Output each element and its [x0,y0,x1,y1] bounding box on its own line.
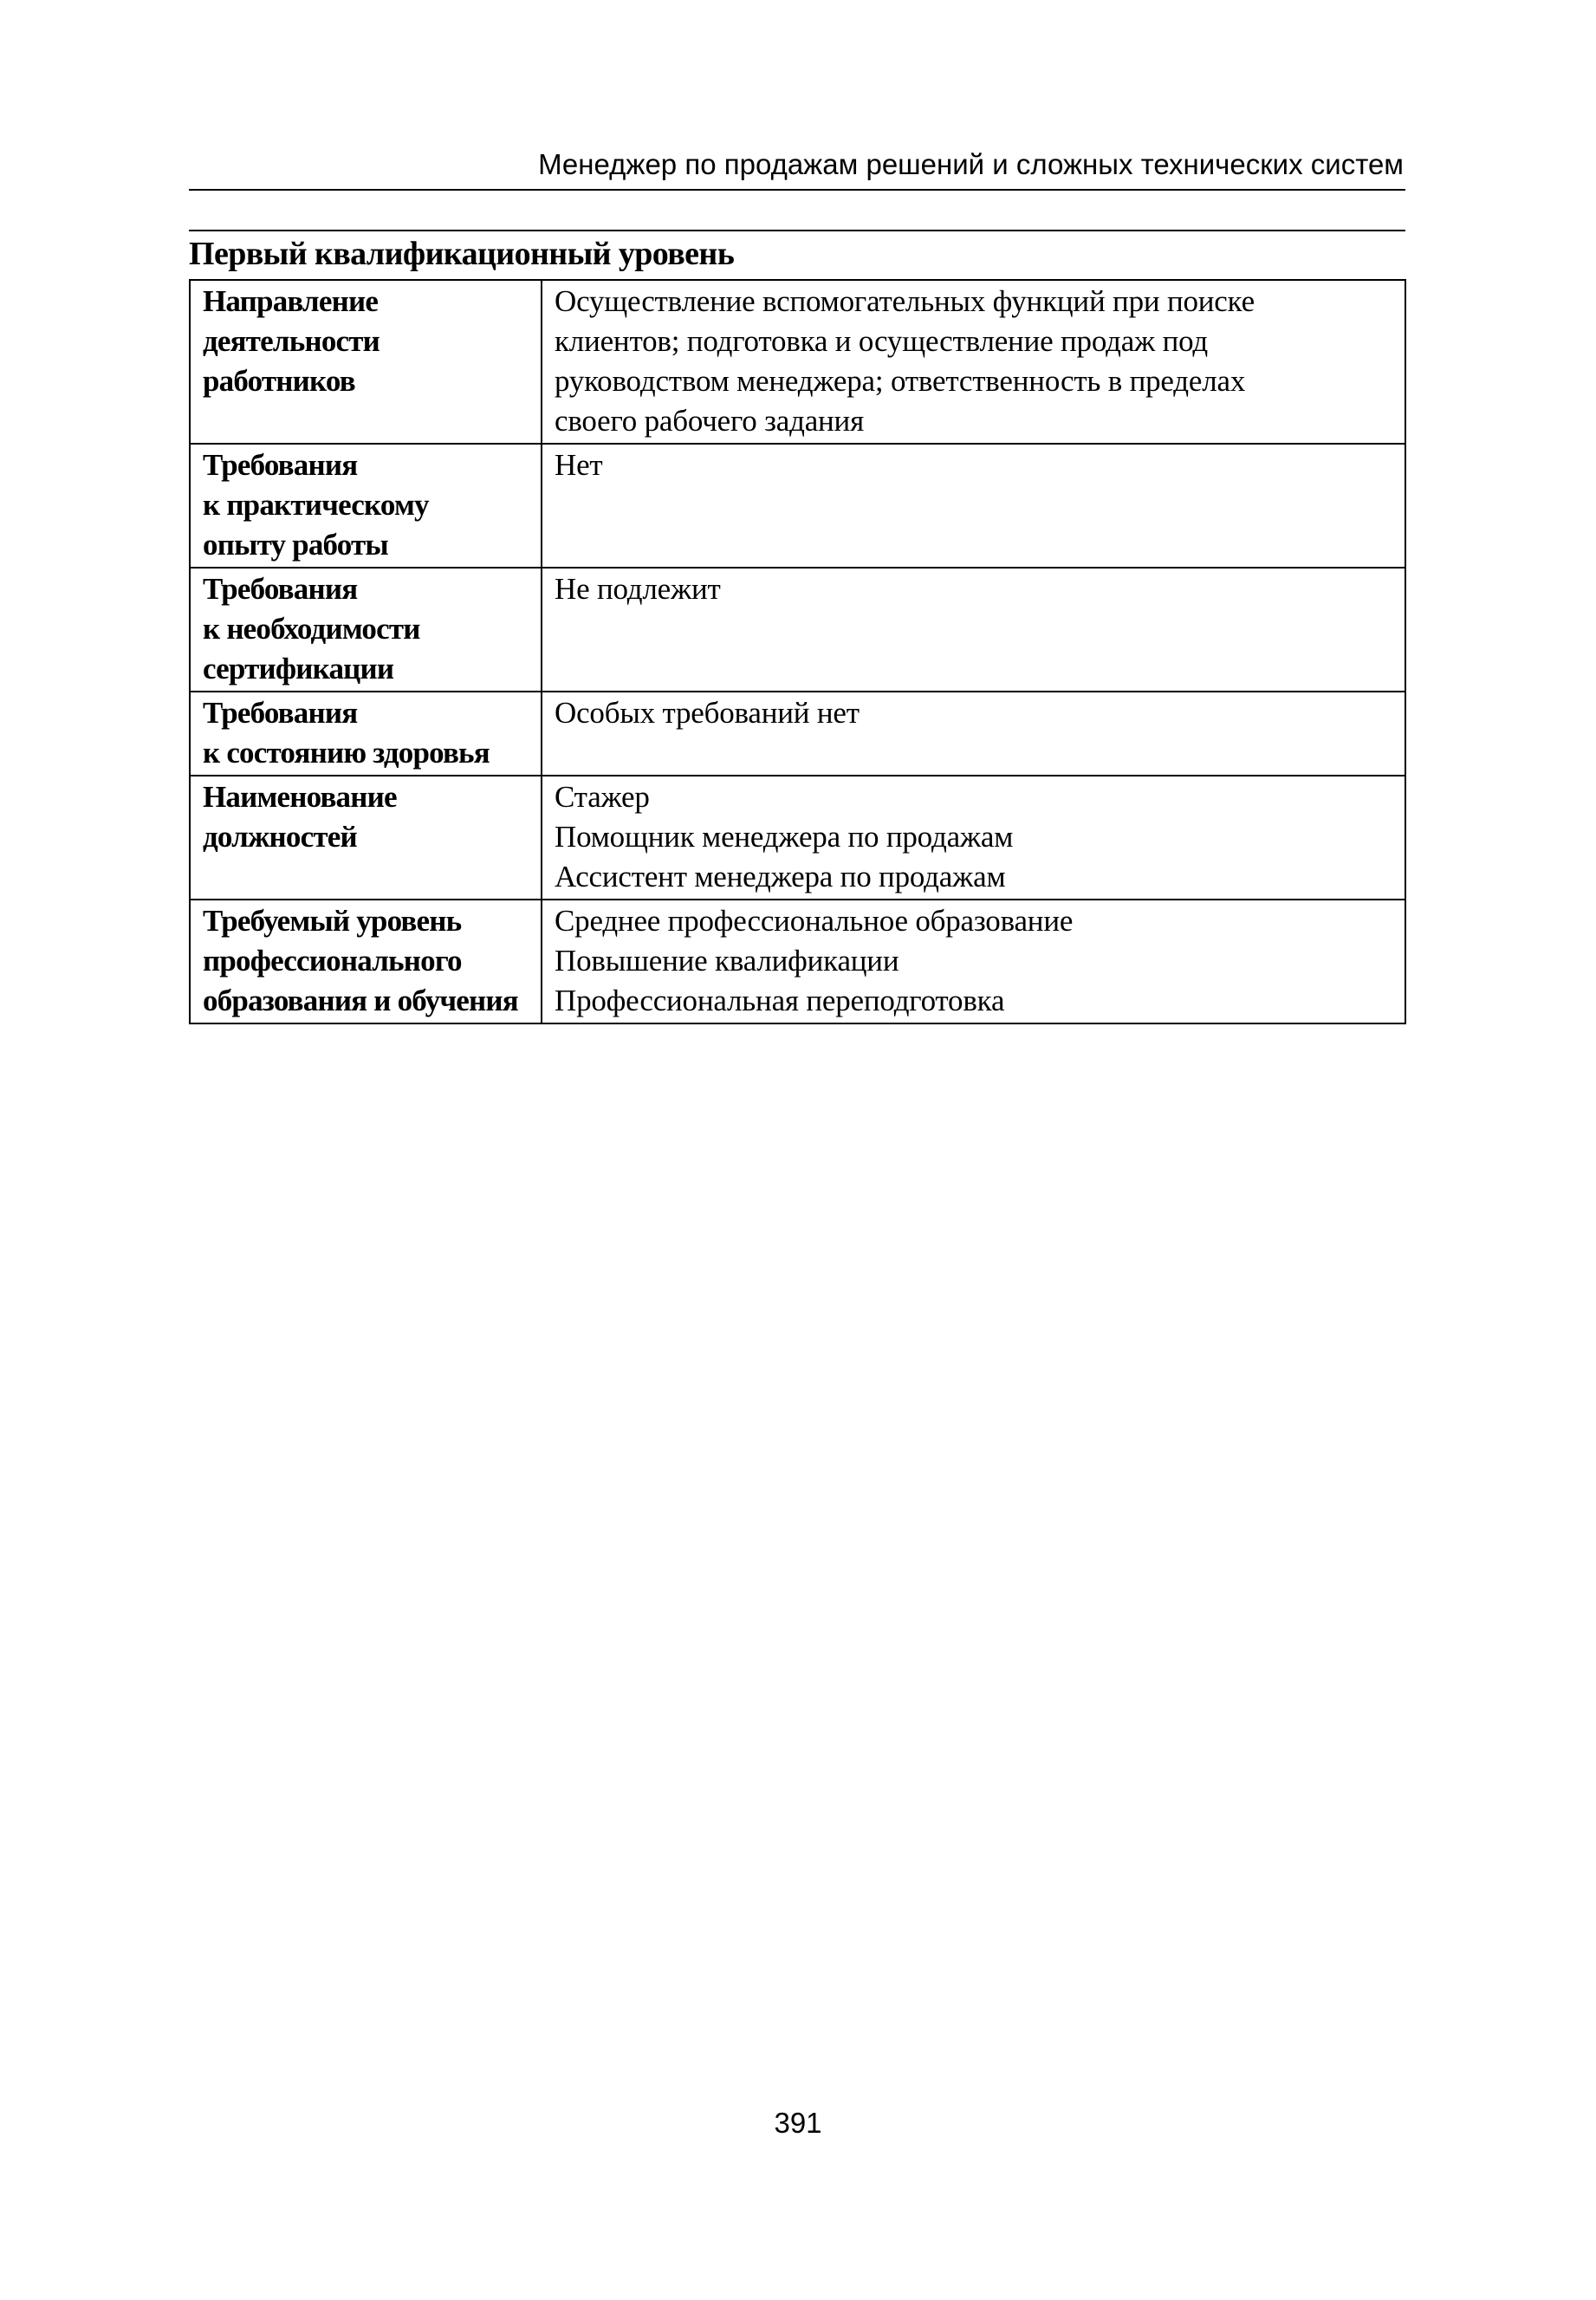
label-line: к состоянию здоровья [203,736,490,770]
row-label [190,568,542,692]
qualification-table [189,279,1406,1024]
label-line: сертификации [203,652,394,685]
section-title: Первый квалификационный уровень [189,236,735,272]
label-line: опыту работы [203,528,388,562]
label-line: образования и обучения [203,984,518,1017]
value-line: Ассистент менеджера по продажам [555,860,1006,893]
row-value [542,692,1405,776]
value-line: Стажер [555,780,650,814]
label-line: к необходимости [203,612,420,646]
value-line: Профессиональная переподготовка [555,984,1005,1017]
table-row [190,568,1405,692]
row-value [542,568,1405,692]
label-line: к практическому [203,488,429,522]
table-row [190,692,1405,776]
value-line: Среднее профессиональное образование [555,904,1074,938]
label-line: Требования [203,696,358,730]
label-line: Направление [203,284,379,318]
label-line: Наименование [203,780,397,814]
table-row [190,444,1405,568]
running-header: Менеджер по продажам решений и сложных технических систем [189,146,1405,191]
value-line: Не подлежит [555,572,721,606]
row-label [190,280,542,444]
row-value [542,444,1405,568]
value-line: своего рабочего задания [555,404,864,438]
row-label [190,776,542,900]
table-row [190,900,1405,1023]
value-line: Нет [555,448,603,482]
label-line: должностей [203,820,357,854]
label-line: Требования [203,572,358,606]
value-line: Особых требований нет [555,696,860,730]
row-label [190,900,542,1023]
page-number: 391 [774,2107,822,2139]
row-value [542,280,1405,444]
value-line: Осуществление вспомогательных функций при поиске [555,284,1255,318]
value-line: руководством менеджера; ответственность в пределах [555,364,1246,398]
label-line: работников [203,364,355,398]
table-row [190,280,1405,444]
value-line: Помощник менеджера по продажам [555,820,1014,854]
row-value [542,900,1405,1023]
table-row [190,776,1405,900]
label-line: профессионального [203,944,462,978]
row-label [190,692,542,776]
label-line: Требования [203,448,358,482]
row-label [190,444,542,568]
value-line: Повышение квалификации [555,944,899,978]
value-line: клиентов; подготовка и осуществление продаж под [555,324,1209,358]
label-line: деятельности [203,324,380,358]
row-value [542,776,1405,900]
label-line: Требуемый уровень [203,904,462,938]
